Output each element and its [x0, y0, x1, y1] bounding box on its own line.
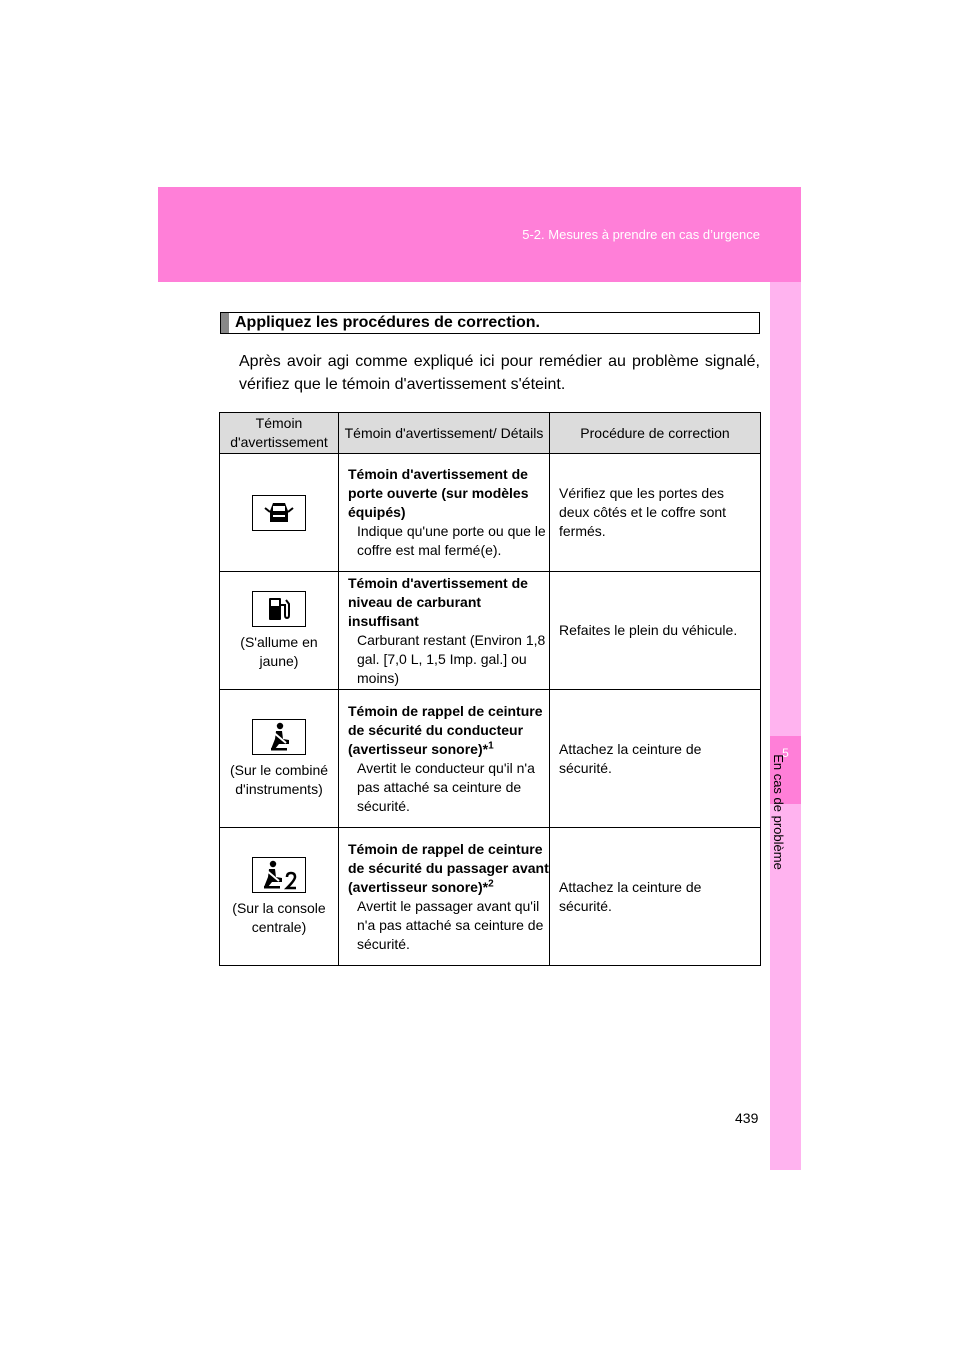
procedure-cell: [550, 828, 761, 966]
table-row: [220, 690, 761, 828]
procedure-text: Attachez la ceinture de sécurité.: [559, 740, 702, 776]
warning-title-text: Témoin de rappel de ceinture de sécurité du passager avant (avertisseur sonore)*: [348, 840, 549, 895]
warning-detail: Carburant restant (Environ 1,8 gal. [7,0 L, 1,5 Imp. gal.] ou moins): [357, 631, 546, 686]
table-row: [220, 828, 761, 966]
warning-title: [339, 840, 549, 897]
chapter-label-text: En cas de problème: [770, 754, 786, 870]
seatbelt-passenger-icon: [252, 857, 306, 893]
table-row: [220, 572, 761, 690]
header-band: [158, 187, 801, 282]
procedure-text: Attachez la ceinture de sécurité.: [559, 878, 702, 914]
details-cell: [339, 572, 550, 690]
procedure-cell: [550, 572, 761, 690]
procedure-text: Vérifiez que les portes des deux côtés et le coffre sont fermés.: [559, 485, 727, 539]
header-cell: Témoin d'avertissement: [220, 413, 339, 454]
icon-cell: [220, 572, 339, 690]
chapter-number: 5: [782, 746, 789, 760]
table-header-row: [220, 413, 761, 454]
warning-title-text: Témoin de rappel de ceinture de sécurité du conducteur (avertisseur sonore)*: [348, 702, 543, 757]
footnote-ref: 1: [488, 739, 494, 751]
intro-paragraph: Après avoir agi comme expliqué ici pour remédier au problème signalé, vérifiez que le témoin d'avertissement s'éteint.: [239, 353, 760, 393]
details-cell: [339, 828, 550, 966]
warning-detail: Indique qu'une porte ou que le coffre est mal fermé(e).: [357, 523, 546, 558]
section-marker: [221, 313, 229, 333]
warning-detail: Avertit le passager avant qu'il n'a pas attaché sa ceinture de sécurité.: [357, 897, 544, 952]
icon-caption: (Sur le combiné d'instruments): [229, 761, 329, 797]
section-header: 5-2. Mesures à prendre en cas d’urgence: [522, 227, 760, 242]
procedure-cell: [550, 690, 761, 828]
warning-title: Témoin d'avertissement de porte ouverte (sur modèles équipés): [348, 466, 529, 520]
details-cell: [339, 690, 550, 828]
icon-cell: [220, 828, 339, 966]
details-cell: [339, 454, 550, 572]
door-open-icon: [252, 495, 306, 531]
icon-caption: (Sur la console centrale): [232, 899, 326, 935]
chapter-label: [770, 754, 801, 952]
table-row: [220, 454, 761, 572]
section-title: Appliquez les procédures de correction.: [235, 314, 540, 331]
warning-title: Témoin d'avertissement de niveau de carburant insuffisant: [348, 574, 528, 629]
header-cell: Procédure de correction: [550, 413, 761, 454]
seatbelt-driver-icon: [252, 719, 306, 755]
procedure-cell: [550, 454, 761, 572]
icon-cell: [220, 454, 339, 572]
procedure-text: Refaites le plein du véhicule.: [559, 622, 738, 638]
icon-caption: (S'allume en jaune): [240, 633, 318, 669]
section-title-bar: [220, 312, 760, 334]
warning-detail: Avertit le conducteur qu'il n'a pas attaché sa ceinture de sécurité.: [357, 759, 535, 814]
side-strip: [770, 282, 801, 1170]
footnote-ref: 2: [488, 877, 494, 889]
fuel-pump-icon: [252, 591, 306, 627]
icon-cell: [220, 690, 339, 828]
page-number: 439: [735, 1110, 759, 1126]
warning-table: [219, 412, 761, 966]
warning-title: [339, 702, 549, 759]
header-cell: Témoin d'avertissement/ Détails: [339, 413, 550, 454]
